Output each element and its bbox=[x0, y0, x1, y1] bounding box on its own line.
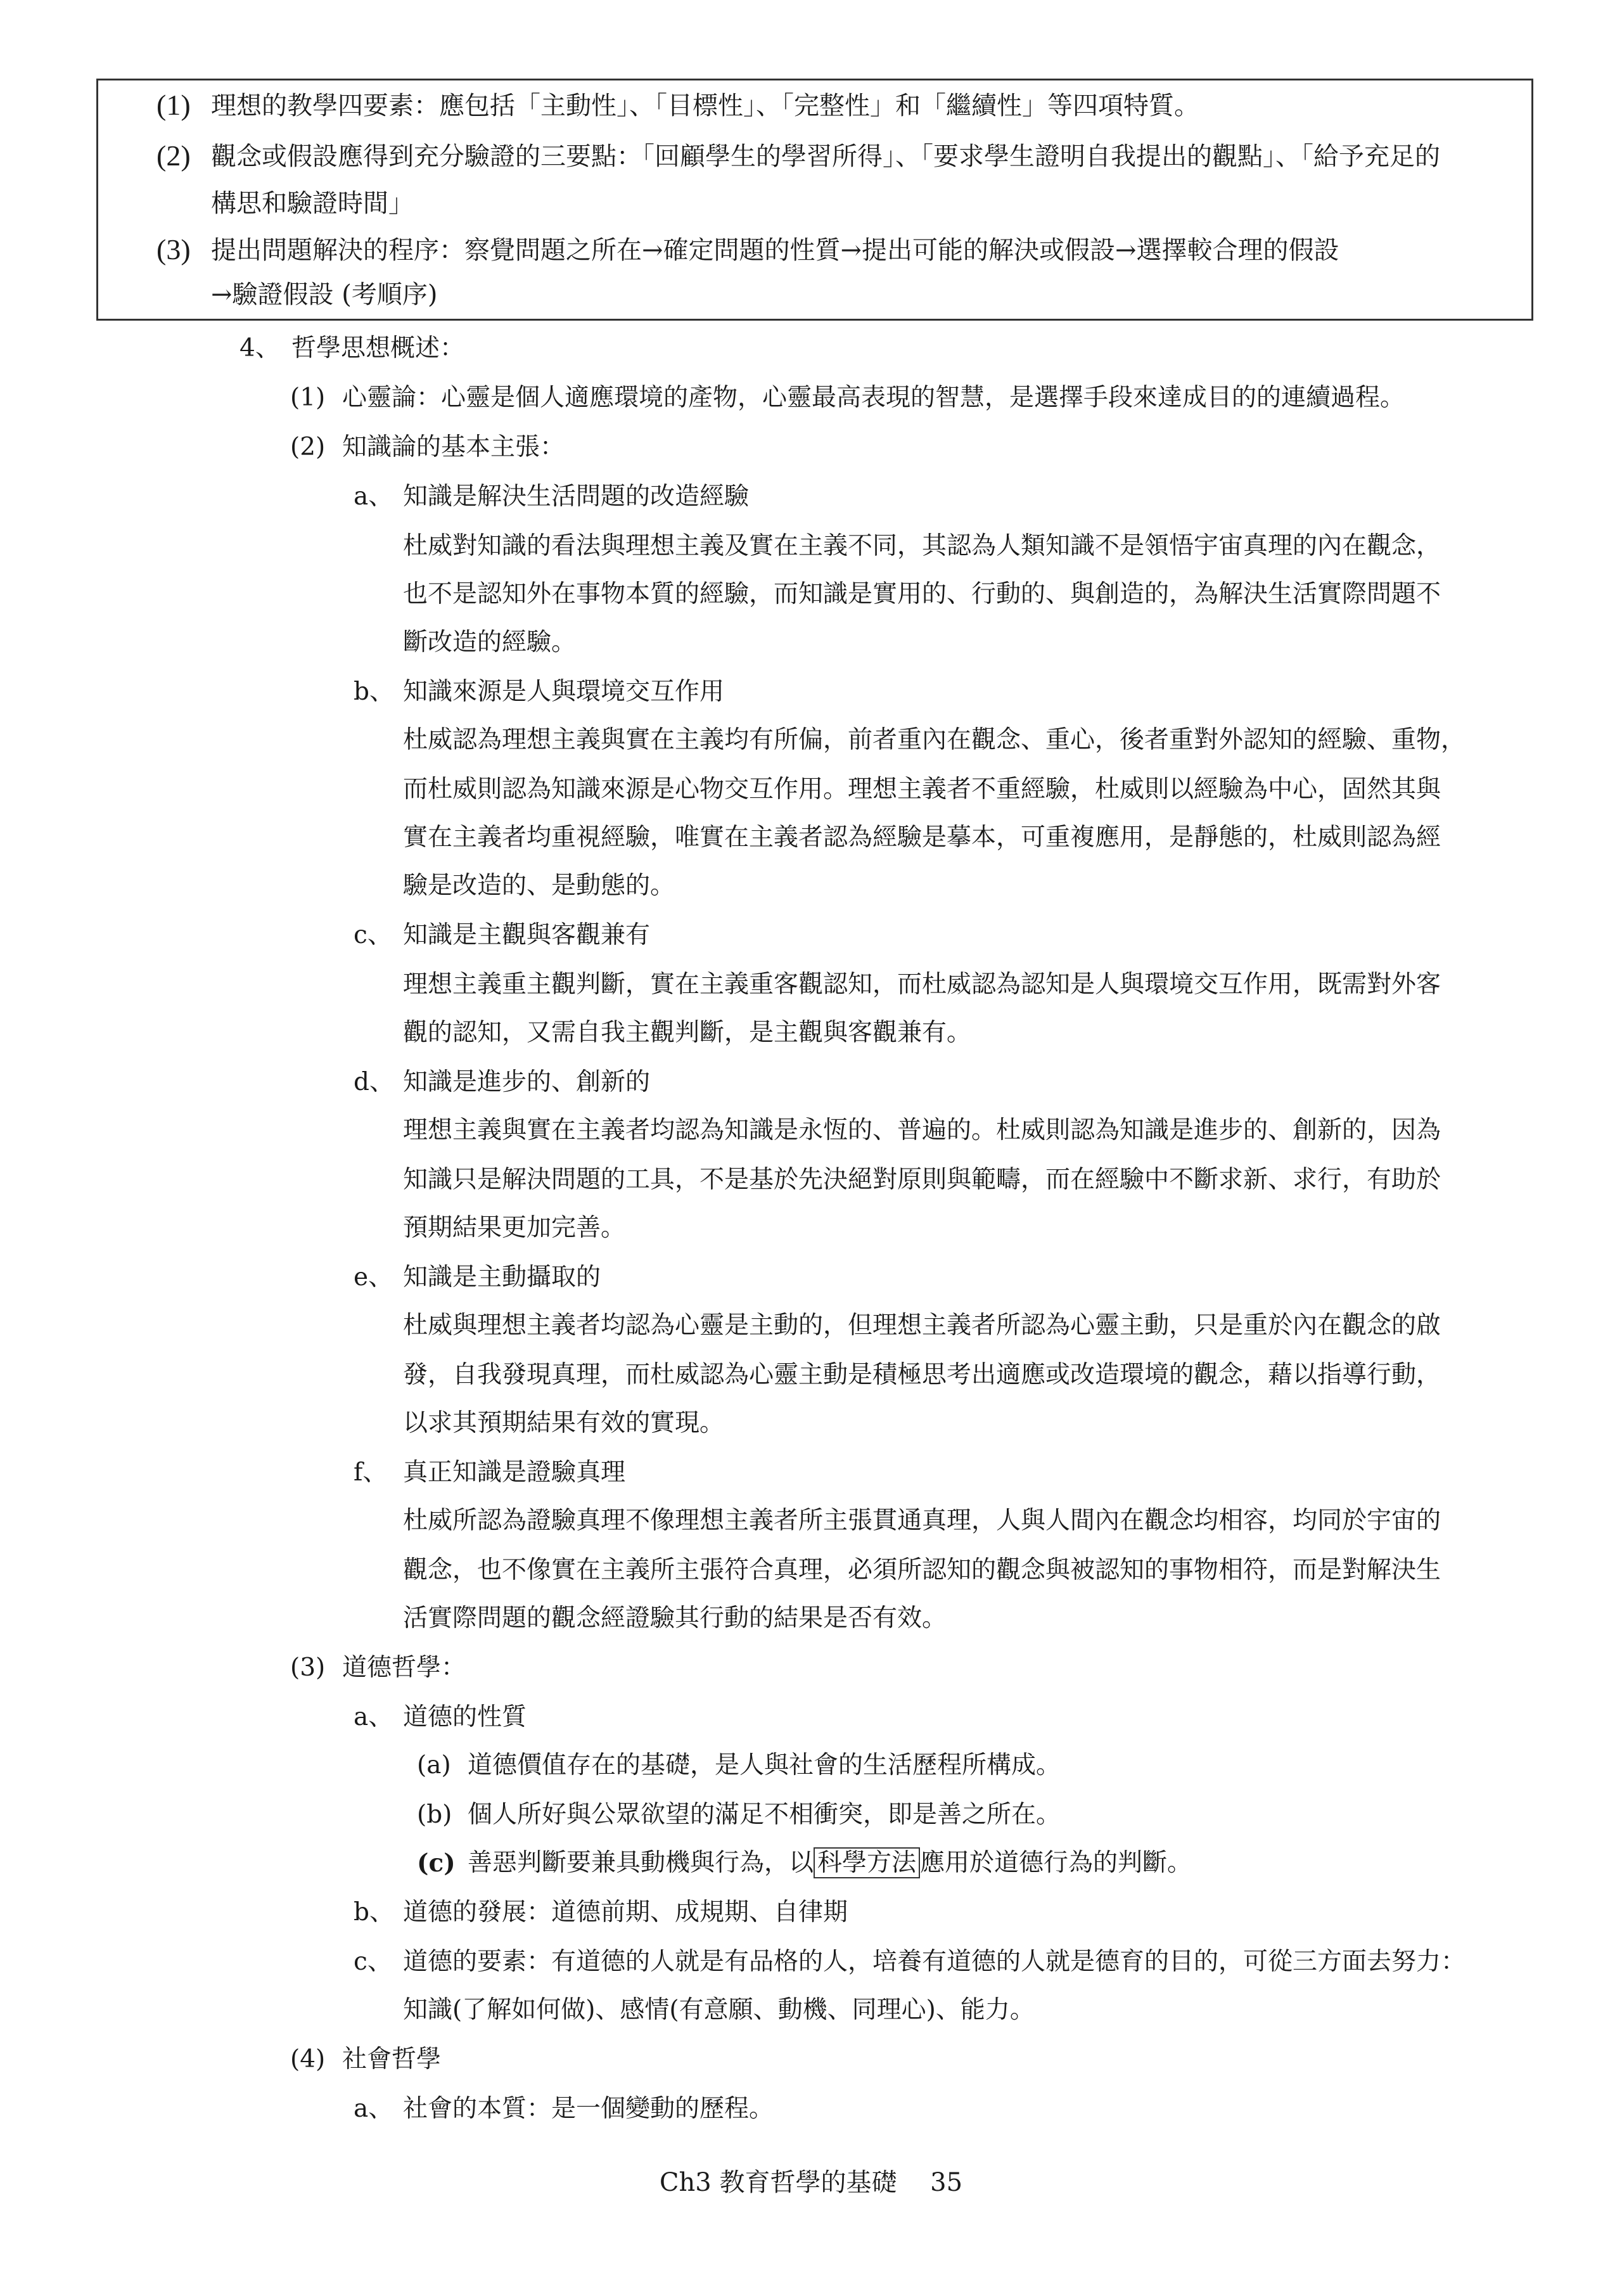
item-3a-iii-mark: (c) bbox=[417, 1849, 456, 1878]
item-2f-title: 真正知識是證驗真理 bbox=[403, 1458, 626, 1487]
item-2b-line: 而杜威則認為知識來源是心物交互作用。理想主義者不重經驗，杜威則以經驗為中心，固然其與 bbox=[403, 775, 1441, 804]
item-3c-line-1: 道德的要素：有道德的人就是有品格的人，培養有道德的人就是德育的目的，可從三方面去努力： bbox=[403, 1947, 1466, 1976]
item-3a-i-mark: (a) bbox=[417, 1751, 451, 1780]
item-2b-line: 實在主義者均重視經驗，唯實在主義者認為經驗是摹本，可重複應用，是靜態的，杜威則認為經 bbox=[403, 823, 1441, 852]
item-2c-line: 理想主義重主觀判斷，實在主義重客觀認知，而杜威認為認知是人與環境交互作用，既需對外客 bbox=[403, 970, 1441, 999]
item-3b-mark: b、 bbox=[354, 1898, 394, 1927]
item-4a-text: 社會的本質：是一個變動的歷程。 bbox=[403, 2094, 774, 2123]
item-1-text: 心靈論：心靈是個人適應環境的產物，心靈最高表現的智慧，是選擇手段來達成目的的連續過程。 bbox=[342, 383, 1405, 412]
item-1-mark: (1) bbox=[290, 383, 326, 412]
item-3a-iii-text bbox=[468, 1847, 1192, 1880]
item-3a-ii-mark: (b) bbox=[417, 1800, 452, 1829]
item-2d-line: 知識只是解決問題的工具，不是基於先決絕對原則與範疇，而在經驗中不斷求新、求行，有助於 bbox=[403, 1165, 1441, 1194]
item-2a-line: 斷改造的經驗。 bbox=[403, 628, 577, 657]
item-2e-line: 以求其預期結果有效的實現。 bbox=[403, 1409, 725, 1437]
item-2e-mark: e、 bbox=[354, 1263, 393, 1292]
item-2b-line: 杜威認為理想主義與實在主義均有所偏，前者重內在觀念、重心，後者重對外認知的經驗、重物， bbox=[403, 726, 1466, 754]
boxed-keyword: 科學方法 bbox=[814, 1847, 920, 1878]
item-2c-title: 知識是主觀與客觀兼有 bbox=[403, 921, 651, 949]
item-2a-mark: a、 bbox=[354, 482, 393, 511]
item-2a-line: 杜威對知識的看法與理想主義及實在主義不同，其認為人類知識不是領悟宇宙真理的內在觀念， bbox=[403, 532, 1441, 560]
box-item-2-line-1: 觀念或假設應得到充分驗證的三要點：「回顧學生的學習所得」、「要求學生證明自我提出的觀點」、「給予充足的 bbox=[211, 142, 1440, 171]
box-item-3-line-2: →驗證假設 (考順序) bbox=[211, 280, 438, 309]
box-item-1-number: (1) bbox=[156, 89, 191, 121]
item-3-title: 道德哲學： bbox=[342, 1653, 466, 1682]
section-number: 4、 bbox=[239, 334, 280, 362]
item-2b-title: 知識來源是人與環境交互作用 bbox=[403, 677, 725, 706]
item-2c-mark: c、 bbox=[354, 921, 392, 949]
item-2-title: 知識論的基本主張： bbox=[342, 433, 565, 461]
item-3c-line-2: 知識(了解如何做)、感情(有意願、動機、同理心)、能力。 bbox=[403, 1996, 1035, 2024]
item-3a-ii-text: 個人所好與公眾欲望的滿足不相衝突，即是善之所在。 bbox=[468, 1800, 1061, 1829]
item-2c-line: 觀的認知，又需自我主觀判斷，是主觀與客觀兼有。 bbox=[403, 1018, 972, 1047]
item-3a-title: 道德的性質 bbox=[403, 1703, 527, 1731]
item-3-mark: (3) bbox=[290, 1653, 326, 1682]
item-2d-mark: d、 bbox=[354, 1068, 394, 1096]
item-2b-mark: b、 bbox=[354, 677, 394, 706]
item-2e-line: 發，自我發現真理，而杜威認為心靈主動是積極思考出適應或改造環境的觀念，藉以指導行動， bbox=[403, 1361, 1441, 1389]
item-3a-iii-post: 應用於道德行為的判斷。 bbox=[920, 1849, 1192, 1877]
box-item-2-line-2: 構思和驗證時間」 bbox=[211, 189, 414, 218]
item-2a-line: 也不是認知外在事物本質的經驗，而知識是實用的、行動的、與創造的，為解決生活實際問題不 bbox=[403, 580, 1441, 608]
item-2e-line: 杜威與理想主義者均認為心靈是主動的，但理想主義者所認為心靈主動，只是重於內在觀念的啟 bbox=[403, 1311, 1441, 1340]
item-2d-title: 知識是進步的、創新的 bbox=[403, 1068, 651, 1096]
item-4a-mark: a、 bbox=[354, 2094, 393, 2123]
item-3a-mark: a、 bbox=[354, 1703, 393, 1731]
page-footer: Ch3 教育哲學的基礎 35 bbox=[659, 2168, 963, 2197]
item-2d-line: 理想主義與實在主義者均認為知識是永恆的、普遍的。杜威則認為知識是進步的、創新的，因為 bbox=[403, 1116, 1441, 1145]
item-3a-iii-pre: 善惡判斷要兼具動機與行為，以 bbox=[468, 1849, 814, 1877]
box-item-3-number: (3) bbox=[156, 233, 191, 266]
summary-box bbox=[96, 79, 1533, 321]
item-2-mark: (2) bbox=[290, 433, 326, 461]
item-2f-line: 杜威所認為證驗真理不像理想主義者所主張貫通真理，人與人間內在觀念均相容，均同於宇宙的 bbox=[403, 1506, 1441, 1535]
item-2a-title: 知識是解決生活問題的改造經驗 bbox=[403, 482, 750, 511]
item-3b-text: 道德的發展：道德前期、成規期、自律期 bbox=[403, 1898, 848, 1927]
item-3c-mark: c、 bbox=[354, 1947, 392, 1976]
item-2e-title: 知識是主動攝取的 bbox=[403, 1263, 601, 1292]
section-heading: 哲學思想概述： bbox=[291, 334, 465, 362]
item-3a-i-text: 道德價值存在的基礎，是人與社會的生活歷程所構成。 bbox=[468, 1751, 1061, 1780]
box-item-3-line-1: 提出問題解決的程序：察覺問題之所在→確定問題的性質→提出可能的解決或假設→選擇較合理的假設 bbox=[211, 236, 1339, 265]
item-4-mark: (4) bbox=[290, 2045, 326, 2074]
item-2b-line: 驗是改造的、是動態的。 bbox=[403, 871, 675, 900]
box-item-2-number: (2) bbox=[156, 139, 191, 172]
item-2d-line: 預期結果更加完善。 bbox=[403, 1214, 626, 1242]
box-item-1-text: 理想的教學四要素：應包括「主動性」、「目標性」、「完整性」和「繼續性」等四項特質。 bbox=[211, 91, 1199, 120]
item-2f-mark: f、 bbox=[354, 1458, 388, 1487]
item-2f-line: 活實際問題的觀念經證驗其行動的結果是否有效。 bbox=[403, 1604, 947, 1632]
item-4-title: 社會哲學 bbox=[342, 2045, 442, 2074]
item-2f-line: 觀念，也不像實在主義所主張符合真理，必須所認知的觀念與被認知的事物相符，而是對解決生 bbox=[403, 1556, 1441, 1584]
